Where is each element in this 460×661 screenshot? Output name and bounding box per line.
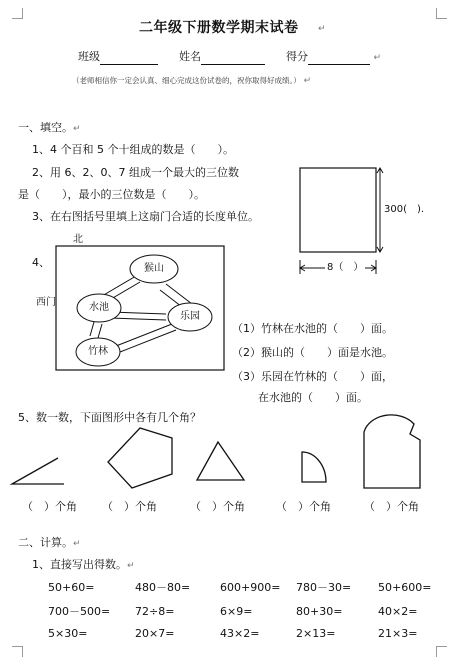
calc-item: 480－80= [135, 581, 191, 594]
score-field[interactable] [308, 53, 370, 65]
garden-label: 乐园 [180, 311, 200, 322]
monkey-label: 猴山 [144, 263, 164, 274]
question-3: 3、在右图括号里填上这扇门合适的长度单位。 [32, 210, 259, 223]
page-title: 二年级下册数学期末试卷 [139, 20, 299, 36]
direction-question-3: （3）乐园在竹林的（ ）面， [232, 370, 393, 383]
calc-item: 80+30= [296, 605, 343, 618]
calc-item: 50+60= [48, 581, 95, 594]
class-field[interactable] [100, 53, 158, 65]
corner-mark [436, 646, 447, 657]
angle-answer-5: （ ）个角 [364, 500, 419, 513]
calc-item: 40×2= [378, 605, 418, 618]
class-label: 班级 [78, 50, 100, 63]
door-rect [300, 168, 376, 252]
calc-item: 2×13= [296, 627, 336, 640]
angle-answer-1: （ ）个角 [22, 500, 77, 513]
calc-item: 20×7= [135, 627, 175, 640]
calc-item: 780－30= [296, 581, 352, 594]
question-2-line1: 2、用 6、2、0、7 组成一个最大的三位数 [32, 166, 239, 179]
calc-item: 21×3= [378, 627, 418, 640]
calc-item: 700－500= [48, 605, 111, 618]
angle-answer-3: （ ）个角 [190, 500, 245, 513]
name-label: 姓名 [179, 50, 201, 63]
info-line: 班级 姓名 得分 ↵ [78, 50, 382, 63]
question-2-line2: 是（ ），最小的三位数是（ ）。 [18, 188, 205, 201]
paragraph-mark: ↵ [318, 24, 326, 34]
shape-arch [364, 415, 420, 488]
question-5: 5、数一数，下面图形中各有几个角？ [18, 411, 201, 424]
shape-triangle [197, 442, 244, 480]
pool-label: 水池 [89, 302, 109, 313]
calc-item: 6×9= [220, 605, 253, 618]
header-note: （老师相信你一定会认真、细心完成这份试卷的，祝你取得好成绩。） ↵ [72, 76, 312, 86]
score-label: 得分 [286, 50, 308, 63]
shape-angle [12, 458, 64, 484]
shape-sector [302, 452, 326, 482]
map-west-gate-label: 西门 [36, 297, 56, 308]
angle-shapes [0, 400, 460, 500]
calc-item: 50+600= [378, 581, 432, 594]
angle-answer-2: （ ）个角 [102, 500, 157, 513]
section1-heading: 一、填空。↵ [18, 121, 81, 134]
corner-mark [12, 646, 23, 657]
door-height-label: 300( ). [384, 204, 425, 215]
direction-question-1: （1）竹林在水池的（ ）面。 [232, 322, 393, 335]
bamboo-label: 竹林 [88, 346, 108, 357]
section2-heading: 二、计算。↵ [18, 536, 81, 549]
calc-item: 600+900= [220, 581, 281, 594]
shape-pentagon [108, 428, 172, 488]
corner-mark [436, 8, 447, 19]
direction-question-2: （2）猴山的（ ）面是水池。 [232, 346, 393, 359]
question-1: 1、4 个百和 5 个十组成的数是（ ）。 [32, 143, 234, 156]
calc-item: 43×2= [220, 627, 260, 640]
name-field[interactable] [201, 53, 265, 65]
map-north-label: 北 [73, 234, 83, 245]
corner-mark [12, 8, 23, 19]
calc-item: 5×30= [48, 627, 88, 640]
door-width-label: 8（ ） [327, 262, 364, 273]
calc-item: 72÷8= [135, 605, 175, 618]
section2-sub1: 1、直接写出得数。↵ [32, 558, 135, 571]
angle-answer-4: （ ）个角 [276, 500, 331, 513]
question-4-number: 4、 [32, 256, 50, 269]
direction-question-4: 在水池的（ ）面。 [258, 391, 368, 404]
